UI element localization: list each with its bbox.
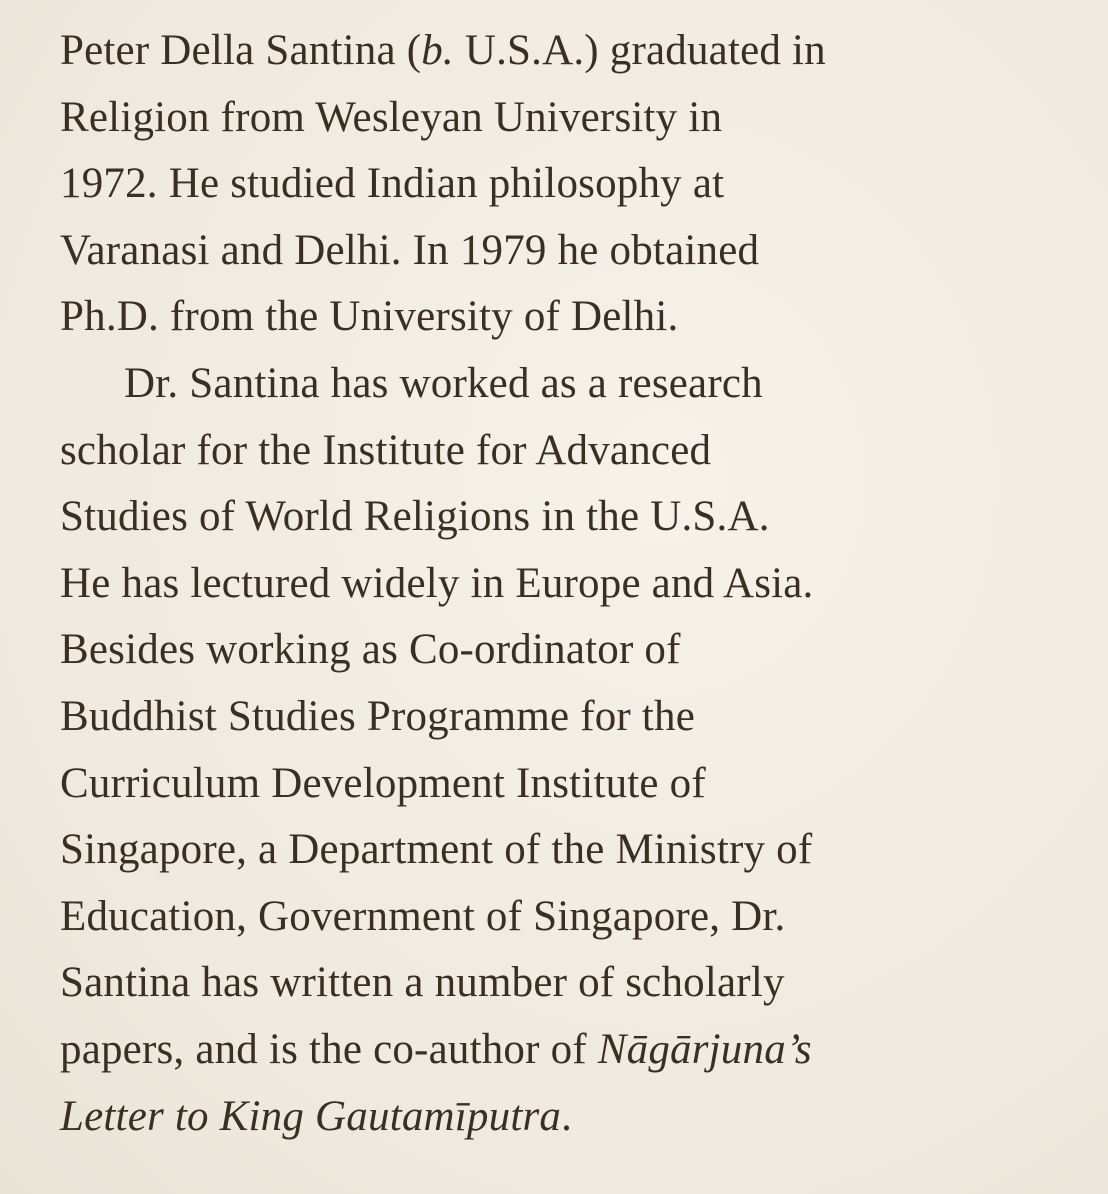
bio-text: papers, and is the co-author of [60, 1025, 598, 1073]
bio-line: Ph.D. from the University of Delhi. [60, 293, 679, 341]
author-biography [60, 18, 1070, 1150]
bio-line: Education, Government of Singapore, Dr. [60, 892, 786, 940]
bio-line: 1972. He studied Indian philosophy at [60, 160, 725, 208]
bio-text: U.S.A.) graduated in [453, 27, 826, 74]
bio-line: Religion from Wesleyan University in [60, 93, 723, 141]
bio-line-paragraph-start: Dr. Santina has worked as a research [124, 359, 763, 407]
bio-line: Buddhist Studies Programme for the [60, 692, 696, 740]
bio-line: Besides working as Co-ordinator of [60, 626, 681, 674]
book-title: Nāgārjuna’s [597, 1025, 812, 1073]
bio-line [60, 1017, 1070, 1084]
bio-line [60, 18, 1070, 85]
bio-line: Santina has written a number of scholarly [60, 959, 785, 1007]
bio-line: Varanasi and Delhi. In 1979 he obtained [60, 226, 760, 274]
bio-line: Curriculum Development Institute of [60, 759, 706, 807]
bio-line: scholar for the Institute for Advanced [60, 426, 712, 474]
birth-abbreviation: b. [421, 27, 454, 74]
book-title: Letter to King Gautamīputra [60, 1092, 562, 1140]
bio-line [60, 1084, 1070, 1151]
bio-line: Singapore, a Department of the Ministry of [60, 826, 813, 874]
bio-line: He has lectured widely in Europe and Asia. [60, 559, 814, 607]
bio-text: . [561, 1092, 573, 1140]
bio-line: Studies of World Religions in the U.S.A. [60, 493, 770, 541]
bio-text: Peter Della Santina ( [60, 27, 422, 74]
